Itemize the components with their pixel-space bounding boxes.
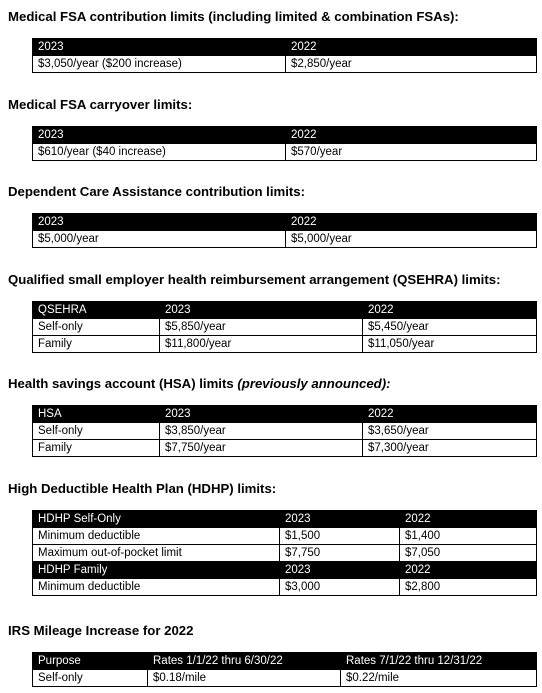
table-cell: $11,050/year bbox=[363, 336, 537, 353]
header-cell: 2022 bbox=[400, 511, 537, 528]
qsehra-table bbox=[32, 301, 537, 353]
header-cell: HDHP Self-Only bbox=[33, 511, 280, 528]
header-cell: 2023 bbox=[33, 39, 286, 56]
fsa-contribution-table bbox=[32, 38, 537, 73]
table-header-row bbox=[33, 214, 537, 231]
table-cell: Self-only bbox=[33, 319, 160, 336]
header-cell: Purpose bbox=[33, 653, 148, 670]
table-cell: Minimum deductible bbox=[33, 579, 280, 596]
header-cell: 2022 bbox=[400, 562, 537, 579]
header-cell: 2023 bbox=[33, 127, 286, 144]
table-cell: $0.22/mile bbox=[341, 670, 537, 687]
table-cell: $3,650/year bbox=[363, 423, 537, 440]
table-row bbox=[33, 336, 537, 353]
header-cell: 2022 bbox=[286, 214, 537, 231]
header-cell: 2022 bbox=[286, 39, 537, 56]
header-cell: 2022 bbox=[363, 302, 537, 319]
header-cell: Rates 7/1/22 thru 12/31/22 bbox=[341, 653, 537, 670]
table-cell: $5,000/year bbox=[286, 231, 537, 248]
table-cell: Self-only bbox=[33, 423, 160, 440]
table-cell: $3,850/year bbox=[160, 423, 363, 440]
header-cell: Rates 1/1/22 thru 6/30/22 bbox=[148, 653, 341, 670]
table-cell: $3,050/year ($200 increase) bbox=[33, 56, 286, 73]
table-cell: $570/year bbox=[286, 144, 537, 161]
header-cell: 2023 bbox=[160, 406, 363, 423]
table-row bbox=[33, 56, 537, 73]
fsa-contribution-heading: Medical FSA contribution limits (including limited & combination FSAs): bbox=[8, 9, 459, 24]
table-row bbox=[33, 319, 537, 336]
header-cell: 2022 bbox=[363, 406, 537, 423]
hsa-heading-text: Health savings account (HSA) limits bbox=[8, 376, 238, 391]
table-cell: $7,750/year bbox=[160, 440, 363, 457]
header-cell: 2023 bbox=[280, 562, 400, 579]
mileage-table bbox=[32, 652, 537, 687]
header-cell: QSEHRA bbox=[33, 302, 160, 319]
table-row bbox=[33, 528, 537, 545]
dependent-care-heading: Dependent Care Assistance contribution limits: bbox=[8, 184, 306, 199]
header-cell: 2022 bbox=[286, 127, 537, 144]
table-header-row bbox=[33, 302, 537, 319]
table-cell: $610/year ($40 increase) bbox=[33, 144, 286, 161]
qsehra-heading: Qualified small employer health reimbursement arrangement (QSEHRA) limits: bbox=[8, 272, 501, 287]
header-cell: 2023 bbox=[280, 511, 400, 528]
table-cell: Self-only bbox=[33, 670, 148, 687]
table-cell: Family bbox=[33, 336, 160, 353]
table-cell: $7,750 bbox=[280, 545, 400, 562]
table-cell: $2,800 bbox=[400, 579, 537, 596]
table-cell: $11,800/year bbox=[160, 336, 363, 353]
table-header-row bbox=[33, 562, 537, 579]
hsa-heading bbox=[8, 376, 391, 391]
table-cell: $2,850/year bbox=[286, 56, 537, 73]
hsa-table bbox=[32, 405, 537, 457]
table-cell: Maximum out-of-pocket limit bbox=[33, 545, 280, 562]
table-row bbox=[33, 144, 537, 161]
fsa-carryover-heading: Medical FSA carryover limits: bbox=[8, 97, 193, 112]
fsa-carryover-table bbox=[32, 126, 537, 161]
header-cell: 2023 bbox=[33, 214, 286, 231]
table-cell: Family bbox=[33, 440, 160, 457]
hsa-heading-note: (previously announced): bbox=[237, 376, 391, 391]
table-row bbox=[33, 440, 537, 457]
table-row bbox=[33, 231, 537, 248]
dependent-care-table bbox=[32, 213, 537, 248]
header-cell: 2023 bbox=[160, 302, 363, 319]
header-cell: HSA bbox=[33, 406, 160, 423]
table-cell: $1,500 bbox=[280, 528, 400, 545]
table-cell: Minimum deductible bbox=[33, 528, 280, 545]
table-cell: $5,000/year bbox=[33, 231, 286, 248]
table-row bbox=[33, 579, 537, 596]
table-header-row bbox=[33, 39, 537, 56]
mileage-heading: IRS Mileage Increase for 2022 bbox=[8, 623, 194, 638]
table-row bbox=[33, 545, 537, 562]
table-cell: $1,400 bbox=[400, 528, 537, 545]
table-header-row bbox=[33, 127, 537, 144]
table-header-row bbox=[33, 406, 537, 423]
table-row bbox=[33, 670, 537, 687]
table-cell: $5,450/year bbox=[363, 319, 537, 336]
table-cell: $7,300/year bbox=[363, 440, 537, 457]
header-cell: HDHP Family bbox=[33, 562, 280, 579]
table-cell: $5,850/year bbox=[160, 319, 363, 336]
table-cell: $7,050 bbox=[400, 545, 537, 562]
table-header-row bbox=[33, 511, 537, 528]
table-header-row bbox=[33, 653, 537, 670]
hdhp-heading: High Deductible Health Plan (HDHP) limits: bbox=[8, 481, 277, 496]
table-row bbox=[33, 423, 537, 440]
table-cell: $0.18/mile bbox=[148, 670, 341, 687]
hdhp-table bbox=[32, 510, 537, 596]
table-cell: $3,000 bbox=[280, 579, 400, 596]
